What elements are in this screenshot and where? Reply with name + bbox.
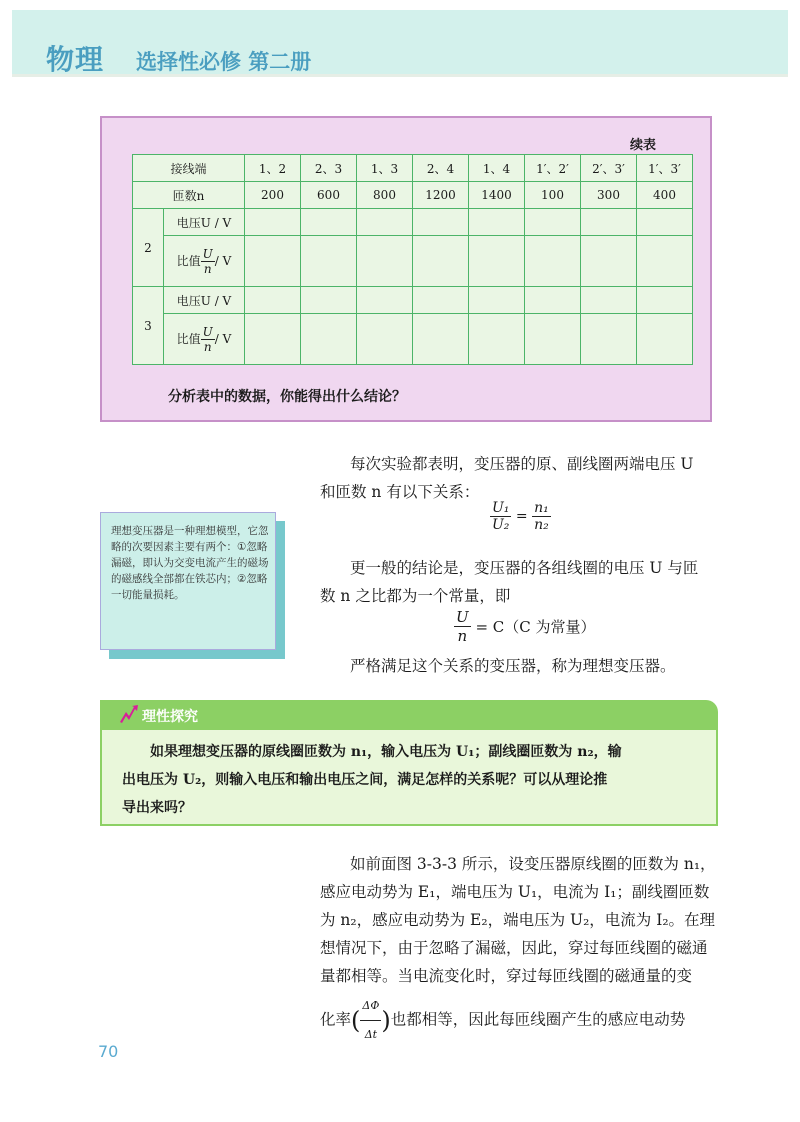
text: 化率 xyxy=(320,1010,352,1029)
empty-cell xyxy=(301,236,357,287)
table-cell: 1200 xyxy=(413,182,469,209)
table-cell: 2、4 xyxy=(413,155,469,182)
formula-den: U₂ xyxy=(492,517,510,533)
subject-title: 物理 xyxy=(46,43,105,76)
empty-cell xyxy=(245,209,301,236)
table-cell: 1、3 xyxy=(357,155,413,182)
data-table xyxy=(132,154,693,365)
analysis-question: 分析表中的数据，你能得出什么结论？ xyxy=(168,389,406,405)
table-cell: 200 xyxy=(245,182,301,209)
paragraph-line: 如前面图 3-3-3 所示，设变压器原线圈的匝数为 n₁， xyxy=(350,855,716,873)
empty-cell xyxy=(525,209,581,236)
table-cell: 100 xyxy=(525,182,581,209)
experiment-table-box xyxy=(100,116,712,422)
empty-cell xyxy=(245,314,301,365)
fraction xyxy=(454,608,471,645)
table-cell: 1′、2′ xyxy=(525,155,581,182)
ratio-fraction xyxy=(201,325,215,354)
table-row xyxy=(133,236,693,287)
empty-cell xyxy=(357,314,413,365)
formula-num: n₁ xyxy=(534,500,549,516)
paragraph-line: 感应电动势为 E₁，端电压为 U₁，电流为 I₁；副线圈匝数 xyxy=(320,883,710,901)
book-series: 选择性必修 第二册 xyxy=(136,50,312,74)
empty-cell xyxy=(357,209,413,236)
table-cell: 800 xyxy=(357,182,413,209)
empty-cell xyxy=(469,314,525,365)
paragraph-line: 每次实验都表明，变压器的原、副线圈两端电压 U xyxy=(350,455,694,473)
empty-cell xyxy=(581,236,637,287)
ratio-fraction xyxy=(201,247,215,276)
empty-cell xyxy=(301,209,357,236)
ratio-den: n xyxy=(203,261,212,276)
ratio-unit: / V xyxy=(214,331,232,346)
empty-cell xyxy=(413,287,469,314)
empty-cell xyxy=(637,287,693,314)
table-row xyxy=(133,314,693,365)
paren-left: ( xyxy=(351,1006,361,1035)
rate-fraction xyxy=(360,992,381,1049)
row-label: 接线端 xyxy=(133,155,245,182)
empty-cell xyxy=(357,287,413,314)
formula-num: U xyxy=(456,608,469,626)
empty-cell xyxy=(581,287,637,314)
inquiry-title-bar xyxy=(100,700,718,730)
ratio-den: n xyxy=(203,339,212,354)
group-id: 2 xyxy=(133,209,164,287)
table-row xyxy=(133,287,693,314)
empty-cell xyxy=(301,287,357,314)
paragraph-line: 量都相等。当电流变化时，穿过每匝线圈的磁通量的变 xyxy=(320,967,693,985)
table-cell: 1400 xyxy=(469,182,525,209)
formula-constant xyxy=(454,608,596,645)
voltage-label: 电压U / V xyxy=(164,287,245,314)
side-note-text: 理想变压器是一种理想模型，它忽略的次要因素主要有两个：①忽略漏磁，即认为交变电流产生的磁场的磁感线全部都在铁芯内；②忽略一切能量损耗。 xyxy=(111,525,269,601)
ratio-num: U xyxy=(202,246,213,261)
inquiry-line: 如果理想变压器的原线圈匝数为 n₁，输入电压为 U₁；副线圈匝数为 n₂，输 xyxy=(150,744,622,760)
inquiry-content xyxy=(100,722,718,826)
empty-cell xyxy=(469,287,525,314)
table-cell: 1′、3′ xyxy=(637,155,693,182)
inquiry-line: 出电压为 U₂，则输入电压和输出电压之间，满足怎样的关系呢？可以从理论推 xyxy=(122,772,608,788)
paragraph-line: 为 n₂，感应电动势为 E₂，端电压为 U₂，电流为 I₂。在理 xyxy=(320,911,716,929)
continued-label: 续表 xyxy=(630,138,657,153)
empty-cell xyxy=(413,209,469,236)
empty-cell xyxy=(413,236,469,287)
formula-den: n₂ xyxy=(534,517,549,533)
paragraph-line: 数 n 之比都为一个常量，即 xyxy=(320,587,511,605)
ratio-unit: / V xyxy=(214,253,232,268)
empty-cell xyxy=(525,236,581,287)
empty-cell xyxy=(469,236,525,287)
rate-num: ΔΦ xyxy=(360,992,381,1021)
paragraph-line: 想情况下，由于忽略了漏磁，因此，穿过每匝线圈的磁通 xyxy=(320,939,708,957)
empty-cell xyxy=(637,236,693,287)
formula-voltage-ratio xyxy=(490,500,551,533)
group-id: 3 xyxy=(133,287,164,365)
empty-cell xyxy=(581,209,637,236)
table-row xyxy=(133,182,693,209)
ratio-prefix: 比值 xyxy=(176,331,201,346)
table-cell: 1、2 xyxy=(245,155,301,182)
empty-cell xyxy=(245,287,301,314)
paragraph-line xyxy=(320,992,685,1049)
empty-cell xyxy=(637,209,693,236)
empty-cell xyxy=(525,314,581,365)
formula-rest: = C（C 为常量） xyxy=(475,618,596,636)
ratio-label xyxy=(164,314,245,365)
paragraph-line: 和匝数 n 有以下关系： xyxy=(320,483,480,501)
paragraph-line: 更一般的结论是，变压器的各组线圈的电压 U 与匝 xyxy=(350,559,699,577)
empty-cell xyxy=(637,314,693,365)
ratio-prefix: 比值 xyxy=(176,253,201,268)
table-cell: 2′、3′ xyxy=(581,155,637,182)
side-note xyxy=(100,512,276,650)
table-cell: 1、4 xyxy=(469,155,525,182)
row-label: 匝数n xyxy=(133,182,245,209)
inquiry-box xyxy=(100,700,718,826)
table-row xyxy=(133,209,693,236)
formula-num: U₁ xyxy=(492,500,510,516)
empty-cell xyxy=(413,314,469,365)
rate-den: Δt xyxy=(364,1028,378,1041)
table-cell: 300 xyxy=(581,182,637,209)
ratio-num: U xyxy=(202,324,213,339)
fraction xyxy=(532,500,551,533)
page-number: 70 xyxy=(98,1042,119,1061)
formula-den: n xyxy=(457,627,468,645)
voltage-label: 电压U / V xyxy=(164,209,245,236)
empty-cell xyxy=(301,314,357,365)
inquiry-line: 导出来吗？ xyxy=(122,800,192,816)
equals-sign: = xyxy=(515,508,528,525)
table-row xyxy=(133,155,693,182)
empty-cell xyxy=(581,314,637,365)
inquiry-title: 理性探究 xyxy=(142,709,198,725)
paragraph-line: 严格满足这个关系的变压器，称为理想变压器。 xyxy=(350,657,676,675)
ratio-label xyxy=(164,236,245,287)
empty-cell xyxy=(469,209,525,236)
empty-cell xyxy=(245,236,301,287)
text: 也都相等，因此每匝线圈产生的感应电动势 xyxy=(390,1010,686,1029)
table-cell: 400 xyxy=(637,182,693,209)
empty-cell xyxy=(525,287,581,314)
paren-right: ) xyxy=(381,1006,391,1035)
table-cell: 2、3 xyxy=(301,155,357,182)
page-header xyxy=(12,10,788,77)
table-cell: 600 xyxy=(301,182,357,209)
lightning-icon xyxy=(118,704,140,724)
empty-cell xyxy=(357,236,413,287)
fraction xyxy=(490,500,511,533)
